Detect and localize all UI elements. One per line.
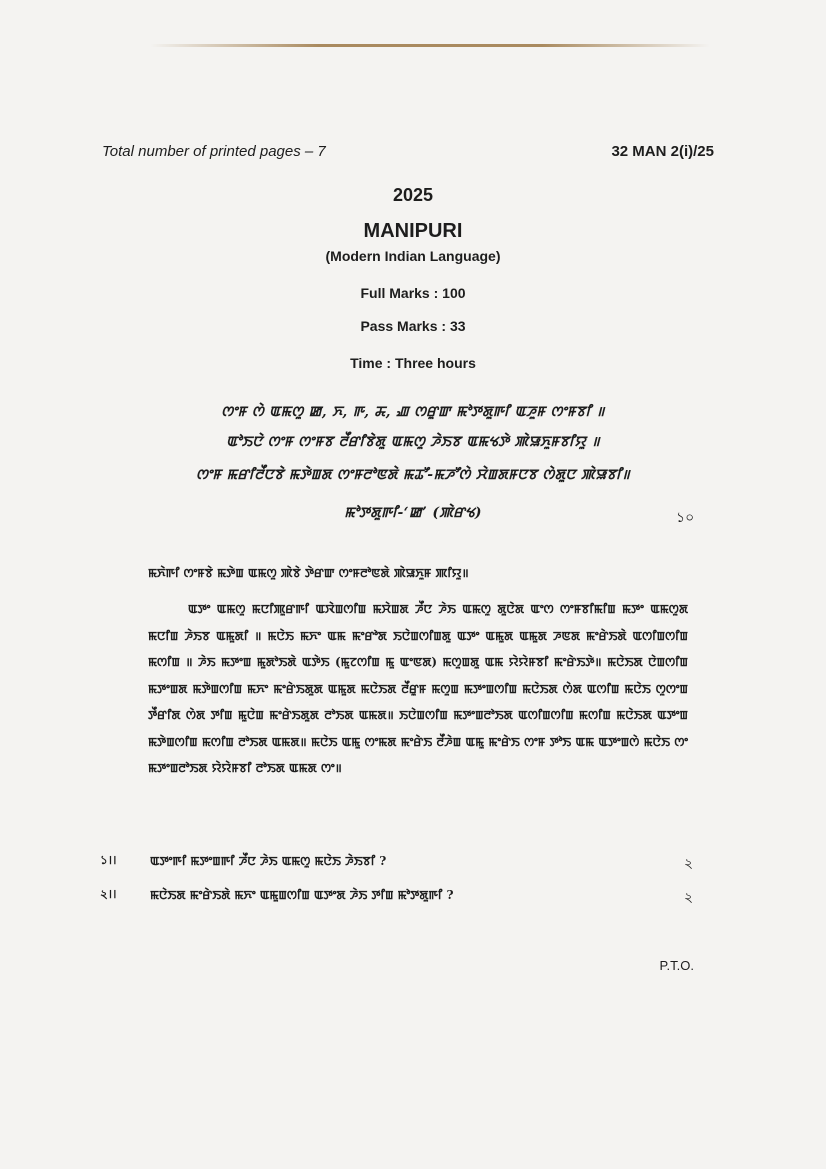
section-marks: ১০	[676, 510, 695, 526]
passage-text: ꯑꯇꯦ ꯑꯃꯁꯨ ꯃꯅꯤꯄꯨꯔꯒꯤ ꯑꯋꯥꯡꯁꯤꯡ ꯃꯆꯥꯡꯗ ꯍꯩꯅ ꯍꯥꯏ ꯑꯃꯁꯨ ꯗꯨꯅꯥꯗ ꯑꯦꯁ ꯁꯦꯝꯕꯤꯃꯤꯡ ꯃꯇꯦ ꯑꯃꯁꯨꯗ ꯃꯅꯤꯡ ꯍꯥꯏꯕ ꯑꯃꯨꯗꯤ ॥ ꯃꯅꯥꯏ ꯃꯈꯦ ꯑꯃ ꯃꯦꯔꯣꯗ ꯏꯅꯥꯡꯁꯤꯡꯗꯨ ꯑꯇꯦ ꯑꯃꯨꯗ ꯑꯃꯨꯗ ꯍꯟꯗ ꯃꯦꯔꯥꯏꯗꯥ ꯑꯁꯤꯡꯁꯤꯡ ꯃꯁꯤꯡ ॥ ꯍꯥꯏ ꯃꯇꯦꯡ ꯃꯨꯗꯣꯏꯗꯥ ꯑꯇꯥꯏ (ꯃꯨꯖꯁꯤꯡ ꯃꯨ ꯑꯦꯟꯗ) ꯃꯁꯨꯡꯗꯨ ꯑꯃ ꯌꯥꯌꯥꯝꯕꯤ ꯃꯦꯔꯥꯏꯇꯥ॥ ꯃꯅꯥꯏꯗ ꯅꯥꯡꯁꯤꯡ ꯃꯇꯦꯡꯗ ꯃꯇꯥꯡꯁꯤꯡ ꯃꯈꯦ ꯃꯦꯔꯥꯏꯗꯨꯗ ꯑꯃꯨꯗ ꯃꯅꯥꯏꯗ ꯂꯩꯔꯨꯝ ꯃꯁꯨꯡ ꯃꯇꯦꯡꯁꯤꯡ ꯃꯅꯥꯏꯗ ꯁꯥꯗ ꯑꯁꯤꯡ ꯃꯅꯥꯏ ꯁꯨꯁꯦꯡ ꯇꯩꯔꯤꯗ ꯁꯥꯗ ꯇꯤꯡ ꯃꯨꯅꯥꯡ ꯃꯦꯔꯥꯏꯗꯨꯗ ꯂꯣꯏꯗ ꯑꯃꯗ॥ ꯏꯅꯥꯡꯁꯤꯡ ꯃꯇꯦꯡꯂꯣꯏꯗ ꯑꯁꯤꯡꯁꯤꯡ ꯃꯁꯤꯡ ꯃꯅꯥꯏꯗ ꯑꯇꯦꯡ ꯃꯇꯥꯡꯁꯤꯡ ꯃꯁꯤꯡ ꯂꯣꯏꯗ ꯑꯃꯗ॥ ꯃꯅꯥꯏ ꯑꯃꯨ ꯁꯦꯃꯗ ꯃꯦꯔꯥꯏ ꯂꯩꯍꯥꯡ ꯑꯃꯨ ꯃꯦꯔꯥꯏ ꯁꯦꯝ ꯇꯣꯏ ꯑꯃ ꯑꯇꯦꯡꯁꯥ ꯃꯅꯥꯏ ꯁꯦ ꯃꯇꯦꯡꯂꯣꯏꯗ ꯌꯥꯌꯥꯝꯕꯤ ꯂꯣꯏꯗ ꯑꯃꯗ ꯁꯦ॥	[148, 602, 688, 775]
full-marks: Full Marks : 100	[360, 285, 466, 301]
instruction-line: ꯑꯣꯏꯅꯥ ꯁꯦꯝ ꯁꯦꯝꯕ ꯂꯩꯔꯤꯕꯥꯗꯨ ꯑꯃꯁꯨ ꯍꯥꯏꯕ ꯑꯃꯠꯇꯥ ꯄꯥꯎꯈꯨꯝꯕꯤꯌꯨ ॥	[226, 434, 600, 450]
question-number: ১।।	[100, 853, 117, 867]
paper-code: 32 MAN 2(i)/25	[611, 143, 714, 160]
question-marks: ২	[684, 890, 694, 906]
exam-time: Time : Three hours	[350, 355, 476, 371]
scan-edge-line	[150, 44, 710, 47]
passage-instruction: ꯃꯈꯥꯒꯤ ꯁꯦꯝꯕꯥ ꯃꯇꯥꯡ ꯑꯃꯁꯨ ꯄꯥꯕꯥ ꯇꯥꯔꯛ ꯁꯦꯝꯂꯣꯟꯗꯥ ꯄꯥꯎꯈꯨꯝ ꯄꯤꯌꯨ॥	[148, 566, 469, 580]
instruction-line: ꯁꯦꯝ ꯃꯔꯤꯂꯩꯅꯕꯥ ꯃꯇꯥꯡꯗ ꯁꯦꯝꯂꯣꯟꯗꯥ ꯃꯊꯧ-ꯃꯍꯧꯁꯥ ꯆꯥꯡꯗꯝꯅꯕ ꯁꯥꯗꯨꯅ ꯄꯥꯎꯕꯤ॥	[195, 467, 631, 483]
question-text: ꯑꯇꯦꯒꯤ ꯃꯇꯦꯡꯒꯤ ꯍꯩꯅ ꯍꯥꯏ ꯑꯃꯁꯨ ꯃꯅꯥꯏ ꯍꯥꯏꯕꯤ ?	[150, 854, 387, 868]
passage	[148, 596, 688, 782]
exam-year: 2025	[392, 185, 434, 205]
subject-title: MANIPURI	[363, 220, 463, 242]
subject-subtitle: (Modern Indian Language)	[325, 248, 501, 264]
section-title: ꯃꯣꯇꯗꯨꯒꯤ-‘ꯀ’ (ꯄꯥꯔꯠ)	[344, 505, 482, 521]
question-number: ২।।	[100, 887, 117, 901]
pass-marks: Pass Marks : 33	[360, 318, 466, 334]
instruction-line: ꯁꯦꯝ ꯁꯥ ꯑꯃꯁꯨ ꯀ, ꯈ, ꯒ, ꯘ, ꯉ ꯁꯔꯨꯛ ꯃꯣꯇꯗꯨꯒꯤ ꯑꯍꯨꯝ ꯁꯦꯝꯕꯤ ॥	[221, 404, 605, 420]
question-text: ꯃꯅꯥꯏꯗ ꯃꯦꯔꯥꯏꯗꯥ ꯃꯈꯦ ꯑꯃꯨꯡꯁꯤꯡ ꯑꯇꯦꯗ ꯍꯥꯏ ꯇꯤꯡ ꯃꯣꯇꯗꯨꯒꯤ ?	[150, 888, 454, 902]
printed-pages-note: Total number of printed pages – 7	[102, 143, 326, 160]
pto-note: P.T.O.	[659, 958, 694, 973]
question-marks: ২	[684, 856, 694, 872]
